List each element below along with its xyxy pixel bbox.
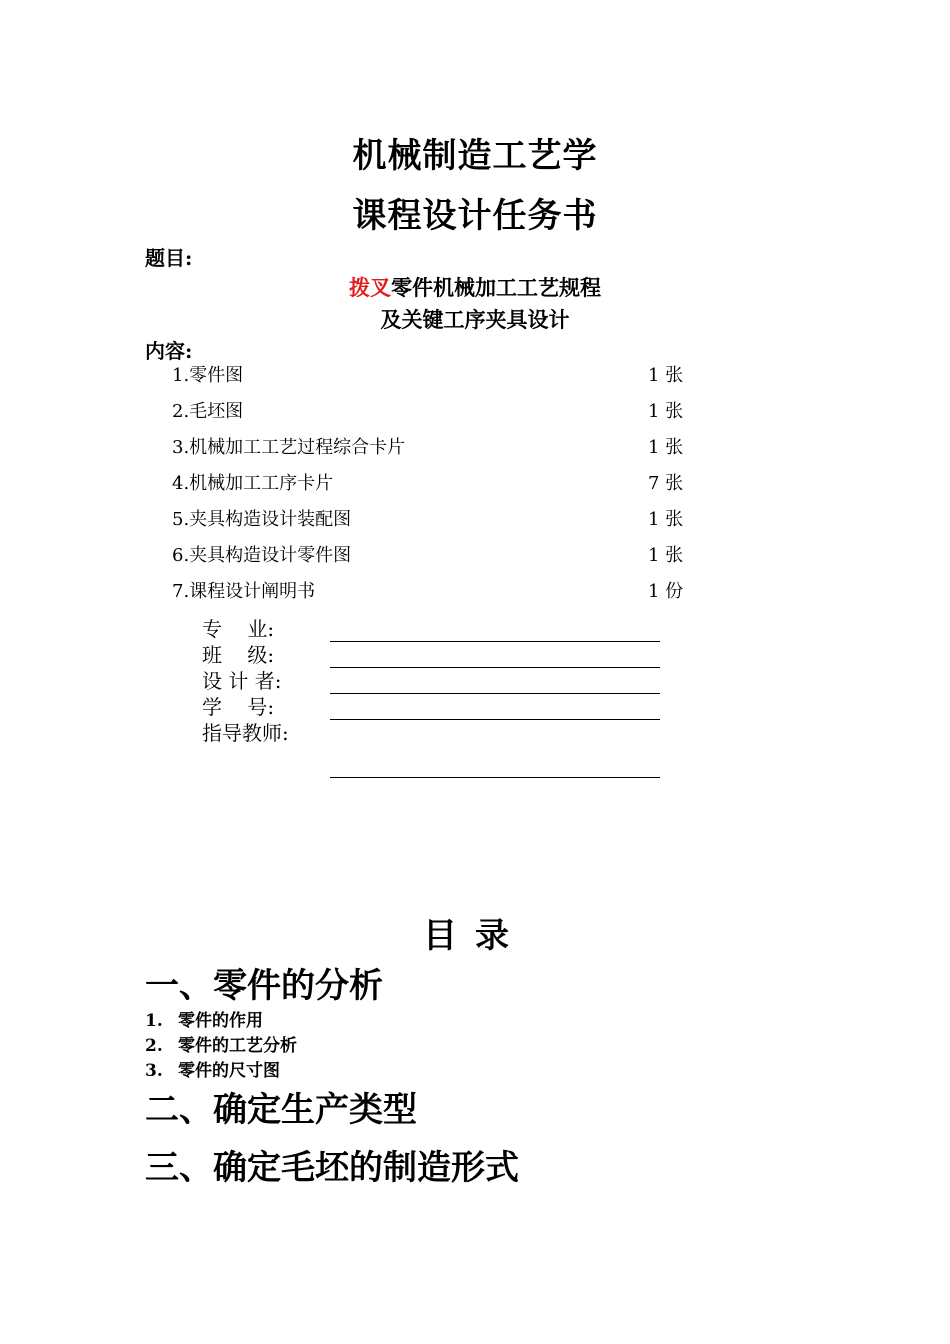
item-quantity: 1 张 [648,437,684,458]
list-item [172,434,692,470]
student-id-label: 学 号: [202,695,275,719]
toc-section-2: 二、确定生产类型 [145,1090,417,1130]
toc-subitem-number: 1. [145,1011,163,1031]
designer-field [202,668,672,694]
part-name: 拨叉 [349,275,391,300]
list-item [172,578,692,614]
toc-subitem-number: 3. [145,1061,163,1081]
toc-title: 目录 [423,916,527,956]
item-quantity: 1 张 [648,365,684,386]
item-quantity: 1 份 [648,581,684,602]
toc-subitem-text: 零件的作用 [178,1011,263,1031]
class-field [202,642,672,668]
toc-subitem [145,1031,297,1056]
item-quantity: 1 张 [648,545,684,566]
list-item [172,470,692,506]
item-quantity: 1 张 [648,509,684,530]
toc-subitem [145,1056,280,1081]
major-field [202,616,672,642]
item-quantity: 7 张 [648,473,684,494]
toc-subitem [145,1006,263,1031]
item-label: 1.零件图 [172,365,244,386]
student-id-field [202,694,672,720]
major-label: 专 业: [202,617,275,641]
subject-line2: 及关键工序夹具设计 [380,307,570,332]
toc-subitem-text: 零件的工艺分析 [178,1036,297,1056]
item-quantity: 1 张 [648,401,684,422]
class-label: 班 级: [202,643,275,667]
toc-section-1: 一、零件的分析 [145,966,383,1006]
student-info-form [202,616,672,778]
subject-line1-rest: 零件机械加工工艺规程 [391,275,601,300]
item-label: 6.夹具构造设计零件图 [172,545,352,566]
designer-label: 设 计 者: [202,669,282,693]
topic-label: 题目: [145,246,193,270]
advisor-label: 指导教师: [202,721,289,745]
deliverables-list [172,362,692,614]
advisor-blank-line[interactable] [330,777,660,778]
list-item [172,362,692,398]
item-label: 7.课程设计阐明书 [172,581,316,602]
item-label: 5.夹具构造设计装配图 [172,509,352,530]
toc-subitem-text: 零件的尺寸图 [178,1061,280,1081]
doc-title-line1: 机械制造工艺学 [352,136,598,176]
list-item [172,506,692,542]
advisor-field [202,720,672,778]
item-label: 2.毛坯图 [172,401,244,422]
toc-section-3: 三、确定毛坯的制造形式 [145,1148,519,1188]
list-item [172,542,692,578]
item-label: 4.机械加工工序卡片 [172,473,334,494]
subject-line1 [0,272,950,302]
content-label: 内容: [145,339,193,363]
toc-subitem-number: 2. [145,1036,163,1056]
list-item [172,398,692,434]
item-label: 3.机械加工工艺过程综合卡片 [172,437,406,458]
doc-title-line2: 课程设计任务书 [352,196,598,236]
